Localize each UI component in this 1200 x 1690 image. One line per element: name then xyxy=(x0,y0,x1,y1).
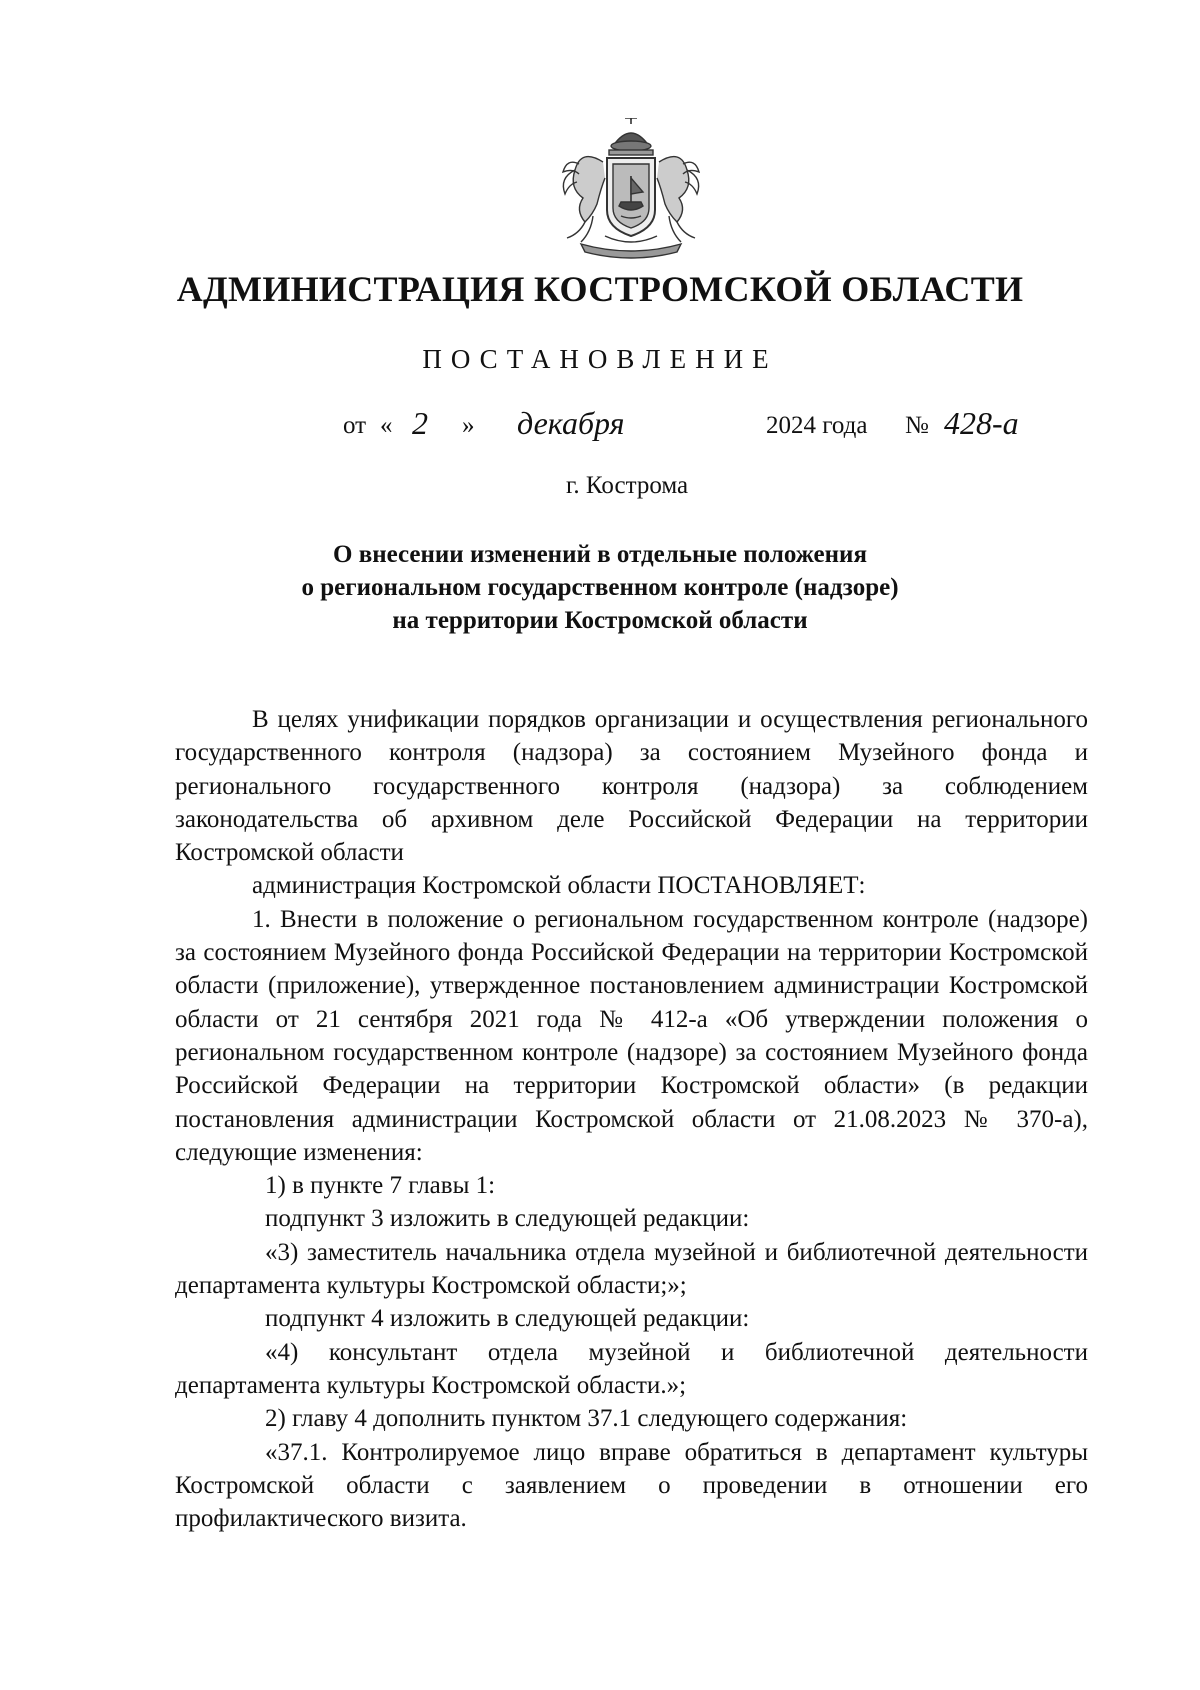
paragraph: администрация Костромской области ПОСТАНОВЛЯЕТ: xyxy=(252,872,866,900)
city: г. Кострома xyxy=(566,472,689,499)
subject-line: о региональном государственном контроле (надзоре) xyxy=(301,574,899,601)
organization-title: АДМИНИСТРАЦИЯ КОСТРОМСКОЙ ОБЛАСТИ xyxy=(176,269,1024,309)
paragraph: 1. Внести в положение о региональном государственном контроле (надзоре) за состоянием Музейного фонда Российской Федерации на территории Костромской области (приложение), утвержденное постановлением администрации Костромской области от 21 сентября 2021 года № 412-а «Об утверждении положения о региональном государственном контроле (надзоре) за состоянием Музейного фонда Российской Федерации на территории Костромской области» (в редакции постановления администрации Костромской области от 21.08.2023 № 370-а), следующие изменения: xyxy=(175,905,1088,1166)
paragraph: подпункт 3 изложить в следующей редакции: xyxy=(265,1205,750,1233)
document-subject xyxy=(0,538,1200,637)
number-sign: № xyxy=(905,412,929,439)
subject-line: О внесении изменений в отдельные положения xyxy=(333,541,867,568)
subject-line: на территории Костромской области xyxy=(392,607,808,634)
date-year: 2024 года xyxy=(766,412,868,439)
date-month-handwritten: декабря xyxy=(517,405,625,441)
date-prefix: от xyxy=(343,412,367,439)
document-body xyxy=(175,703,1088,1535)
paragraph: В целях унификации порядков организации и осуществления регионального государственного контроля (надзора) за состоянием Музейного фонда и регионального государственного контроля (надзора) за соблюдением законодательства об архивном деле Российской Федерации на территории Костромской области xyxy=(175,706,1088,867)
document-number-handwritten: 428-а xyxy=(944,405,1019,441)
date-quote-open: « xyxy=(380,412,393,439)
paragraph: подпункт 4 изложить в следующей редакции: xyxy=(265,1305,750,1333)
paragraph: «3) заместитель начальника отдела музейной и библиотечной деятельности департамента культуры Костромской области;»; xyxy=(175,1238,1088,1300)
document-type: ПОСТАНОВЛЕНИЕ xyxy=(422,344,778,374)
paragraph: 1) в пункте 7 главы 1: xyxy=(265,1172,496,1200)
date-quote-close: » xyxy=(462,412,475,439)
date-day-handwritten: 2 xyxy=(412,405,428,441)
date-line xyxy=(0,405,1200,455)
paragraph: «4) консультант отдела музейной и библиотечной деятельности департамента культуры Костромской области.»; xyxy=(175,1338,1088,1399)
paragraph: 2) главу 4 дополнить пунктом 37.1 следующего содержания: xyxy=(265,1405,908,1433)
coat-of-arms-icon xyxy=(545,118,717,263)
paragraph: «37.1. Контролируемое лицо вправе обратиться в департамент культуры Костромской области с заявлением о проведении в отношении его профилактического визита. xyxy=(175,1438,1088,1533)
